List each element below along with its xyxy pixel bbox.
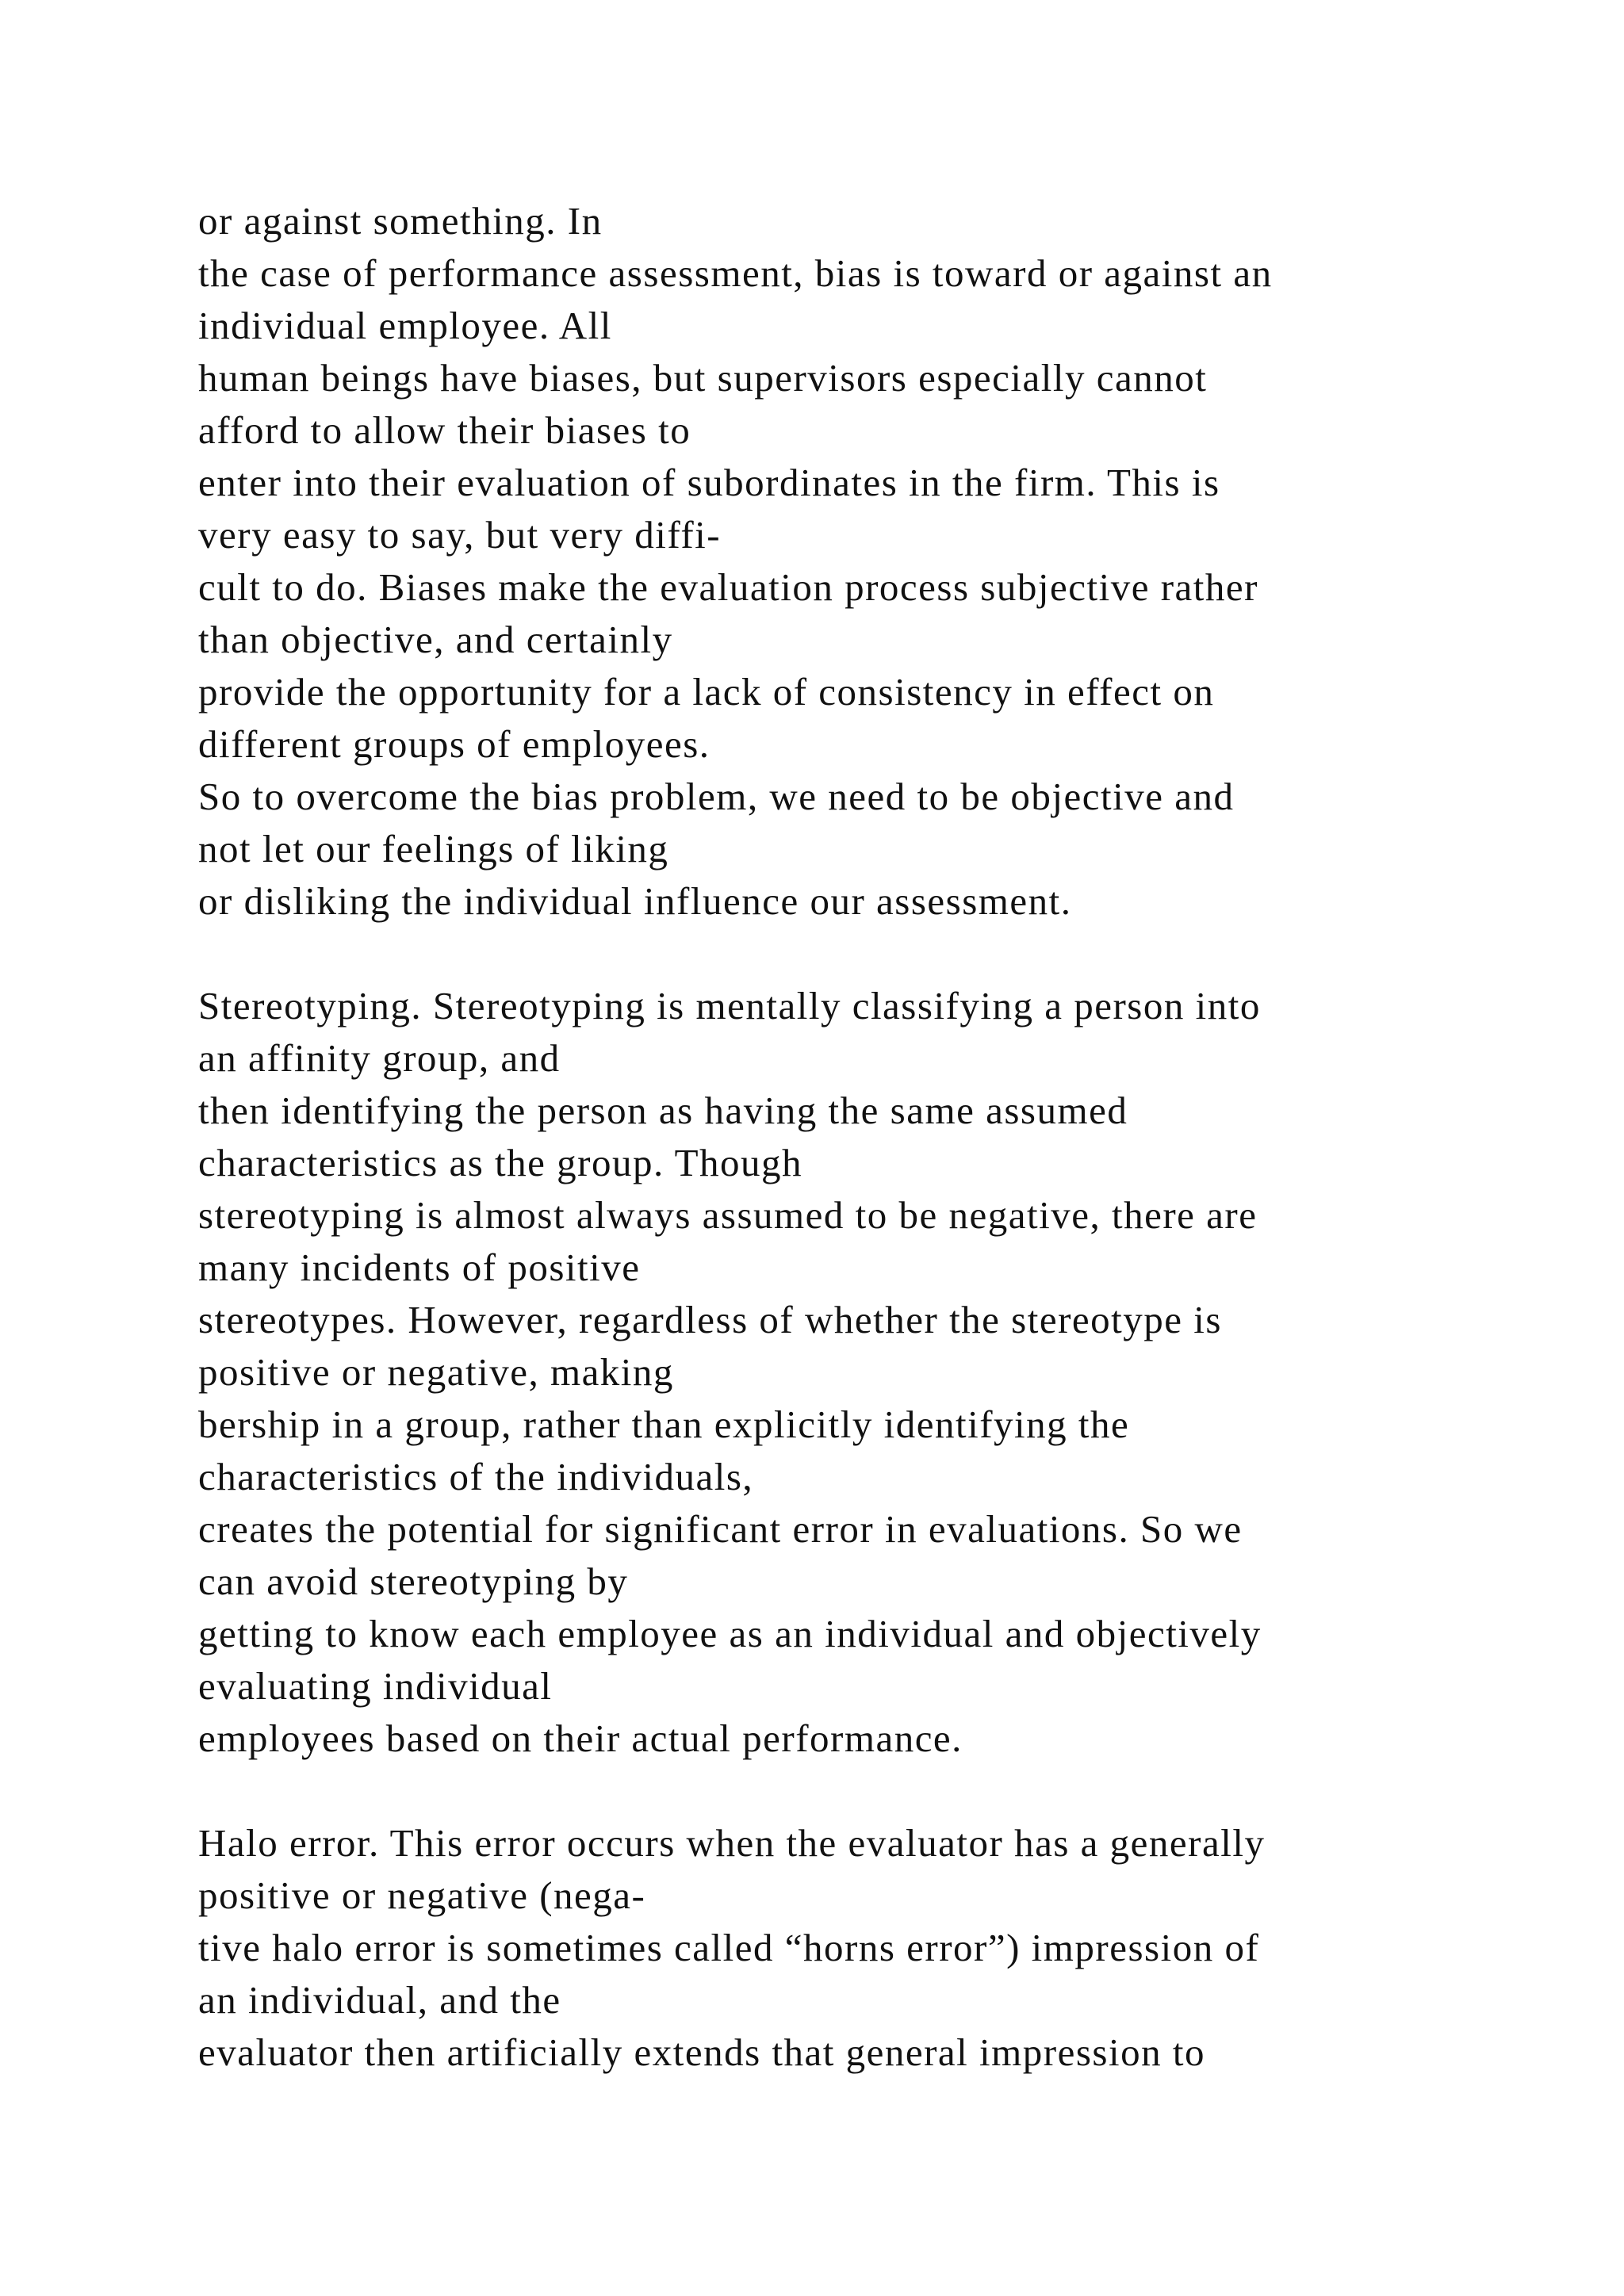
text-line: creates the potential for significant error in evaluations. So we <box>198 1507 1243 1551</box>
document-body <box>198 195 1610 2079</box>
text-line: Stereotyping. Stereotyping is mentally classifying a person into <box>198 984 1261 1027</box>
text-line: very easy to say, but very diffi- <box>198 513 722 557</box>
text-line: individual employee. All <box>198 304 612 347</box>
text-line: positive or negative (nega- <box>198 1873 646 1917</box>
text-line: many incidents of positive <box>198 1246 641 1289</box>
paragraph-spacer <box>198 928 1610 980</box>
text-line: not let our feelings of liking <box>198 827 669 871</box>
text-line: then identifying the person as having the same assumed <box>198 1089 1128 1132</box>
text-line: enter into their evaluation of subordinates in the firm. This is <box>198 461 1220 504</box>
text-line: characteristics of the individuals, <box>198 1455 754 1498</box>
text-line: bership in a group, rather than explicitly identifying the <box>198 1402 1130 1446</box>
text-line: human beings have biases, but supervisors especially cannot <box>198 356 1208 400</box>
text-line: different groups of employees. <box>198 722 710 766</box>
text-line: getting to know each employee as an individual and objectively <box>198 1612 1262 1655</box>
paragraph-spacer <box>198 1765 1610 1817</box>
text-line: characteristics as the group. Though <box>198 1141 803 1184</box>
text-line: or disliking the individual influence our assessment. <box>198 879 1072 923</box>
text-line: stereotypes. However, regardless of whether the stereotype is <box>198 1298 1222 1341</box>
text-line: an affinity group, and <box>198 1036 561 1080</box>
text-line: or against something. In <box>198 199 603 243</box>
text-line: positive or negative, making <box>198 1350 674 1394</box>
text-line: evaluator then artificially extends that general impression to <box>198 2030 1205 2074</box>
text-line: an individual, and the <box>198 1978 561 2022</box>
text-line: than objective, and certainly <box>198 618 673 661</box>
text-line: tive halo error is sometimes called “horns error”) impression of <box>198 1926 1260 1969</box>
text-line: can avoid stereotyping by <box>198 1559 629 1603</box>
text-line: afford to allow their biases to <box>198 408 691 452</box>
text-line: the case of performance assessment, bias is toward or against an <box>198 251 1273 295</box>
text-line: provide the opportunity for a lack of consistency in effect on <box>198 670 1215 714</box>
text-line: Halo error. This error occurs when the evaluator has a generally <box>198 1821 1266 1865</box>
text-line: So to overcome the bias problem, we need to be objective and <box>198 775 1235 818</box>
text-line: employees based on their actual performance. <box>198 1716 963 1760</box>
text-line: evaluating individual <box>198 1664 553 1708</box>
text-line: stereotyping is almost always assumed to be negative, there are <box>198 1193 1258 1237</box>
text-line: cult to do. Biases make the evaluation process subjective rather <box>198 565 1258 609</box>
